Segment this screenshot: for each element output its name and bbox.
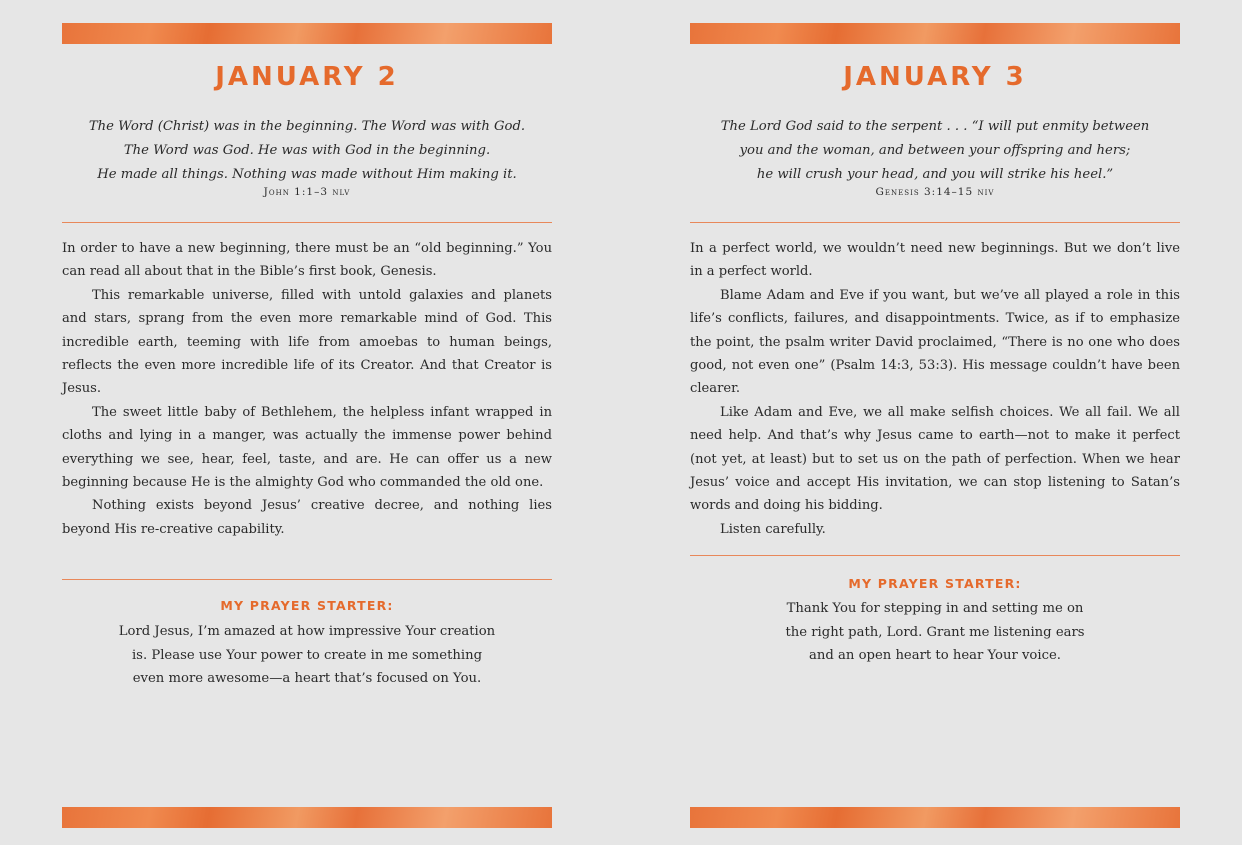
scripture-reference: Genesis 3:14–15 niv (875, 186, 995, 198)
prayer-line: and an open heart to hear Your voice. (809, 648, 1061, 663)
page-january-3 (690, 0, 1180, 845)
verse-line: He made all things. Nothing was made without Him making it. (97, 167, 517, 182)
scripture-reference: John 1:1–3 nlv (263, 186, 351, 198)
top-decorative-stripe (690, 23, 1180, 44)
scripture-verse (62, 115, 552, 187)
paragraph: In a perfect world, we wouldn’t need new beginnings. But we don’t live in a perfect world. (690, 241, 1180, 280)
verse-line: he will crush your head, and you will strike his heel.” (756, 167, 1114, 182)
prayer-starter-label: MY PRAYER STARTER: (848, 576, 1022, 591)
devotional-body (62, 237, 552, 541)
divider (690, 222, 1180, 223)
paragraph: Nothing exists beyond Jesus’ creative decree, and nothing lies beyond His re-creative capability. (62, 498, 552, 537)
prayer-line: the right path, Lord. Grant me listening ears (785, 624, 1085, 640)
divider (690, 555, 1180, 556)
top-decorative-stripe (62, 23, 552, 44)
page-january-2 (62, 0, 552, 845)
prayer-starter-label: MY PRAYER STARTER: (220, 598, 394, 613)
paragraph: In order to have a new beginning, there must be an “old beginning.” You can read all about that in the Bible’s first book, Genesis. (62, 241, 552, 280)
paragraph: Blame Adam and Eve if you want, but we’ve all played a role in this life’s conflicts, failures, and disappointments. Twice, as if to emphasize the point, the psalm writer David proclaimed, “There is no one who does good, not even one” (Psalm 14:3, 53:3). His message couldn’t have been clearer. (690, 287, 1180, 397)
verse-line: The Word (Christ) was in the beginning. The Word was with God. (88, 119, 526, 134)
prayer-text (690, 597, 1180, 668)
divider (62, 579, 552, 580)
page-title: JANUARY 3 (843, 62, 1027, 92)
prayer-line: even more awesome—a heart that’s focused on You. (132, 671, 482, 686)
page-title: JANUARY 2 (215, 62, 399, 92)
prayer-line: Thank You for stepping in and setting me on (786, 601, 1084, 616)
bottom-decorative-stripe (62, 807, 552, 828)
paragraph: Like Adam and Eve, we all make selfish choices. We all fail. We all need help. And that’s why Jesus came to earth—not to make it perfect (not yet, at least) but to set us on the path of perfection. When we hear Jesus’ voice and accept His invitation, we can stop listening to Satan’s words and doing his bidding. (690, 404, 1180, 514)
devotional-body (690, 237, 1180, 541)
verse-line: The Lord God said to the serpent . . . “I will put enmity between (720, 119, 1150, 134)
verse-line: you and the woman, and between your offspring and hers; (739, 143, 1131, 158)
bottom-decorative-stripe (690, 807, 1180, 828)
prayer-text (62, 620, 552, 691)
verse-line: The Word was God. He was with God in the beginning. (123, 143, 491, 158)
divider (62, 222, 552, 223)
prayer-line: Lord Jesus, I’m amazed at how impressive Your creation (118, 624, 496, 639)
paragraph: The sweet little baby of Bethlehem, the helpless infant wrapped in cloths and lying in a manger, was actually the immense power behind everything we see, hear, feel, taste, and are. He can offer us a new beginning because He is the almighty God who commanded the old one. (62, 404, 552, 491)
paragraph: Listen carefully. (720, 521, 826, 537)
prayer-line: is. Please use Your power to create in me something (131, 647, 483, 663)
scripture-verse (690, 115, 1180, 187)
paragraph: This remarkable universe, filled with untold galaxies and planets and stars, sprang from the even more remarkable mind of God. This incredible earth, teeming with life from amoebas to human beings, reflects the even more incredible life of its Creator. And that Creator is Jesus. (62, 287, 552, 397)
